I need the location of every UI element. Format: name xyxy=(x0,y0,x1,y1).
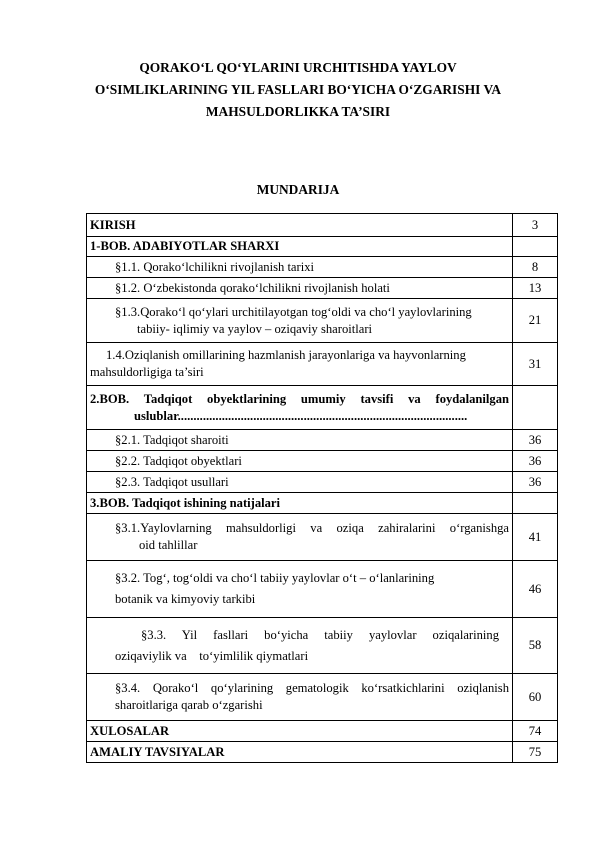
toc-row xyxy=(87,343,558,386)
toc-entry: §3.4. Qorako‘l qo‘ylarining gematologik ko‘rsatkichlarini oziqlanish sharoitlariga qarab o‘zgarishi xyxy=(87,674,513,721)
toc-heading: MUNDARIJA xyxy=(256,182,340,197)
toc-page: 46 xyxy=(513,561,558,618)
toc-entry: §1.1. Qorako‘lchilikni rivojlanish tarixi xyxy=(87,257,513,278)
toc-entry: §1.2. O‘zbekistonda qorako‘lchilikni rivojlanish holati xyxy=(87,278,513,299)
toc-entry: 3.BOB. Tadqiqot ishining natijalari xyxy=(87,493,513,514)
toc-row xyxy=(87,493,558,514)
toc-entry: AMALIY TAVSIYALAR xyxy=(87,742,513,763)
toc-table xyxy=(86,213,558,763)
toc-page: 13 xyxy=(513,278,558,299)
document-title xyxy=(60,57,536,123)
toc-entry: 1-BOB. ADABIYOTLAR SHARXI xyxy=(87,237,513,257)
toc-row xyxy=(87,514,558,561)
toc-row xyxy=(87,278,558,299)
toc-page: 21 xyxy=(513,299,558,343)
toc-page: 36 xyxy=(513,451,558,472)
toc-page: 60 xyxy=(513,674,558,721)
toc-row xyxy=(87,299,558,343)
toc-row xyxy=(87,721,558,742)
toc-page: 74 xyxy=(513,721,558,742)
toc-page: 41 xyxy=(513,514,558,561)
toc-row xyxy=(87,561,558,618)
toc-entry: §2.3. Tadqiqot usullari xyxy=(87,472,513,493)
toc-row xyxy=(87,472,558,493)
toc-page xyxy=(513,237,558,257)
toc-row xyxy=(87,674,558,721)
toc-entry: 2.BOB. Tadqiqot obyektlarining umumiy tavsifi va foydalanilgan uslublar............................................................................................ xyxy=(87,386,513,430)
toc-page: 36 xyxy=(513,430,558,451)
toc-page: 36 xyxy=(513,472,558,493)
title-line-2: O‘SIMLIKLARINING YIL FASLLARI BO‘YICHA O‘ZGARISHI VA xyxy=(94,82,502,97)
toc-page: 8 xyxy=(513,257,558,278)
toc-entry: §1.3.Qorako‘l qo‘ylari urchitilayotgan tog‘oldi va cho‘l yaylovlarining tabiiy- iqlimiy va yaylov – oziqaviy sharoitlari xyxy=(87,299,513,343)
toc-row xyxy=(87,618,558,674)
toc-entry: XULOSALAR xyxy=(87,721,513,742)
toc-entry: §2.2. Tadqiqot obyektlari xyxy=(87,451,513,472)
toc-row xyxy=(87,742,558,763)
toc-page: 3 xyxy=(513,214,558,237)
toc-page xyxy=(513,493,558,514)
toc-row xyxy=(87,430,558,451)
toc-entry: KIRISH xyxy=(87,214,513,237)
toc-entry: §2.1. Tadqiqot sharoiti xyxy=(87,430,513,451)
toc-entry: §3.1.Yaylovlarning mahsuldorligi va oziqa zahiralarini o‘rganishga oid tahlillar xyxy=(87,514,513,561)
toc-page: 31 xyxy=(513,343,558,386)
toc-row xyxy=(87,237,558,257)
toc-page: 58 xyxy=(513,618,558,674)
toc-row xyxy=(87,386,558,430)
toc-row xyxy=(87,214,558,237)
title-line-3: MAHSULDORLIKKA TA’SIRI xyxy=(205,104,391,119)
toc-entry: §3.3. Yil fasllari bo‘yicha tabiiy yaylovlar oziqalarining oziqaviylik va to‘yimlilik qiymatlari xyxy=(87,618,513,674)
title-line-1: QORAKO‘L QO‘YLARINI URCHITISHDA YAYLOV xyxy=(139,60,457,75)
toc-entry: §3.2. Tog‘, tog‘oldi va cho‘l tabiiy yaylovlar o‘t – o‘lanlarining botanik va kimyoviy tarkibi xyxy=(87,561,513,618)
toc-page xyxy=(513,386,558,430)
toc-row xyxy=(87,257,558,278)
toc-page: 75 xyxy=(513,742,558,763)
toc-row xyxy=(87,451,558,472)
toc-entry: 1.4.Oziqlanish omillarining hazmlanish jarayonlariga va hayvonlarning mahsuldorligiga ta’siri xyxy=(87,343,513,386)
